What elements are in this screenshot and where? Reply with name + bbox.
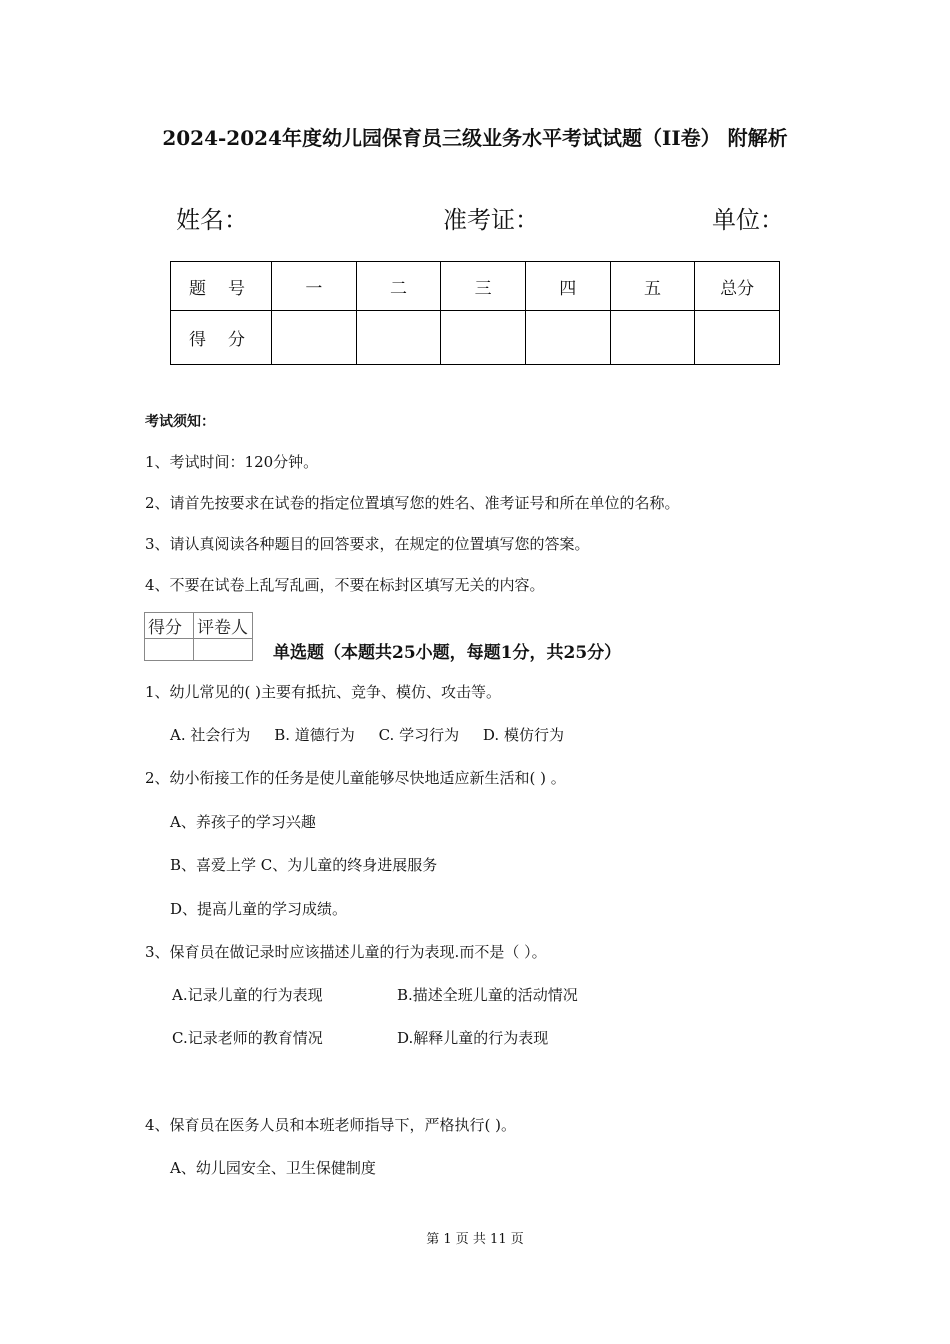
score-table-score-row [171, 311, 780, 365]
note-item: 2、请首先按要求在试卷的指定位置填写您的姓名、准考证号和所在单位的名称。 [145, 494, 680, 512]
question-3-stem: 3、保育员在做记录时应该描述儿童的行为表现.而不是（ ）。 [145, 943, 547, 961]
question-4-option-a: A、幼儿园安全、卫生保健制度 [170, 1159, 376, 1177]
grader-name-label: 评卷人 [194, 613, 253, 639]
score-entry-cell[interactable] [441, 311, 526, 365]
grader-score-label: 得分 [145, 613, 194, 639]
score-table-cell: 题号 [171, 262, 272, 311]
grader-box [144, 612, 253, 661]
score-entry-cell[interactable] [695, 311, 780, 365]
grader-score-cell[interactable] [145, 639, 194, 661]
section-heading: 单选题（本题共25小题，每题1分，共25分） [273, 643, 622, 663]
question-1-options: A. 社会行为 B. 道德行为 C. 学习行为 D. 模仿行为 [170, 726, 564, 744]
score-table-cell: 二 [356, 262, 441, 311]
page-footer: 第 1 页 共 11 页 [426, 1232, 524, 1247]
score-entry-cell[interactable] [525, 311, 610, 365]
note-item: 1、考试时间：120分钟。 [145, 453, 319, 471]
question-3-option-a: A.记录儿童的行为表现 [172, 986, 323, 1004]
score-table-cell: 四 [525, 262, 610, 311]
score-table-cell: 得分 [171, 311, 272, 365]
grader-name-cell[interactable] [194, 639, 253, 661]
note-item: 3、请认真阅读各种题目的回答要求，在规定的位置填写您的答案。 [145, 535, 590, 553]
name-label: 姓名： [176, 206, 248, 234]
score-entry-cell[interactable] [356, 311, 441, 365]
question-3-option-b: B.描述全班儿童的活动情况 [397, 986, 578, 1004]
notes-title: 考试须知： [145, 414, 215, 430]
document-title: 2024-2024年度幼儿园保育员三级业务水平考试试题（II卷） 附解析 [162, 126, 788, 150]
question-3-option-d: D.解释儿童的行为表现 [397, 1029, 549, 1047]
score-table-header-row [171, 262, 780, 311]
score-table-cell: 总分 [695, 262, 780, 311]
question-2-stem: 2、幼小衔接工作的任务是使儿童能够尽快地适应新生活和( ) 。 [145, 769, 566, 787]
question-1-stem: 1、幼儿常见的( )主要有抵抗、竞争、模仿、攻击等。 [145, 683, 502, 701]
question-2-option-d: D、提高儿童的学习成绩。 [170, 900, 348, 918]
exam-id-label: 准考证： [443, 206, 539, 234]
unit-label: 单位： [712, 206, 784, 234]
score-entry-cell[interactable] [610, 311, 695, 365]
question-3-option-c: C.记录老师的教育情况 [172, 1029, 323, 1047]
question-4-stem: 4、保育员在医务人员和本班老师指导下，严格执行( )。 [145, 1116, 517, 1134]
question-2-option-bc: B、喜爱上学 C、为儿童的终身进展服务 [170, 856, 438, 874]
score-table [170, 261, 780, 365]
score-entry-cell[interactable] [272, 311, 357, 365]
score-table-cell: 一 [272, 262, 357, 311]
question-2-option-a: A、养孩子的学习兴趣 [170, 813, 316, 831]
note-item: 4、不要在试卷上乱写乱画，不要在标封区填写无关的内容。 [145, 576, 545, 594]
score-table-cell: 三 [441, 262, 526, 311]
score-table-cell: 五 [610, 262, 695, 311]
